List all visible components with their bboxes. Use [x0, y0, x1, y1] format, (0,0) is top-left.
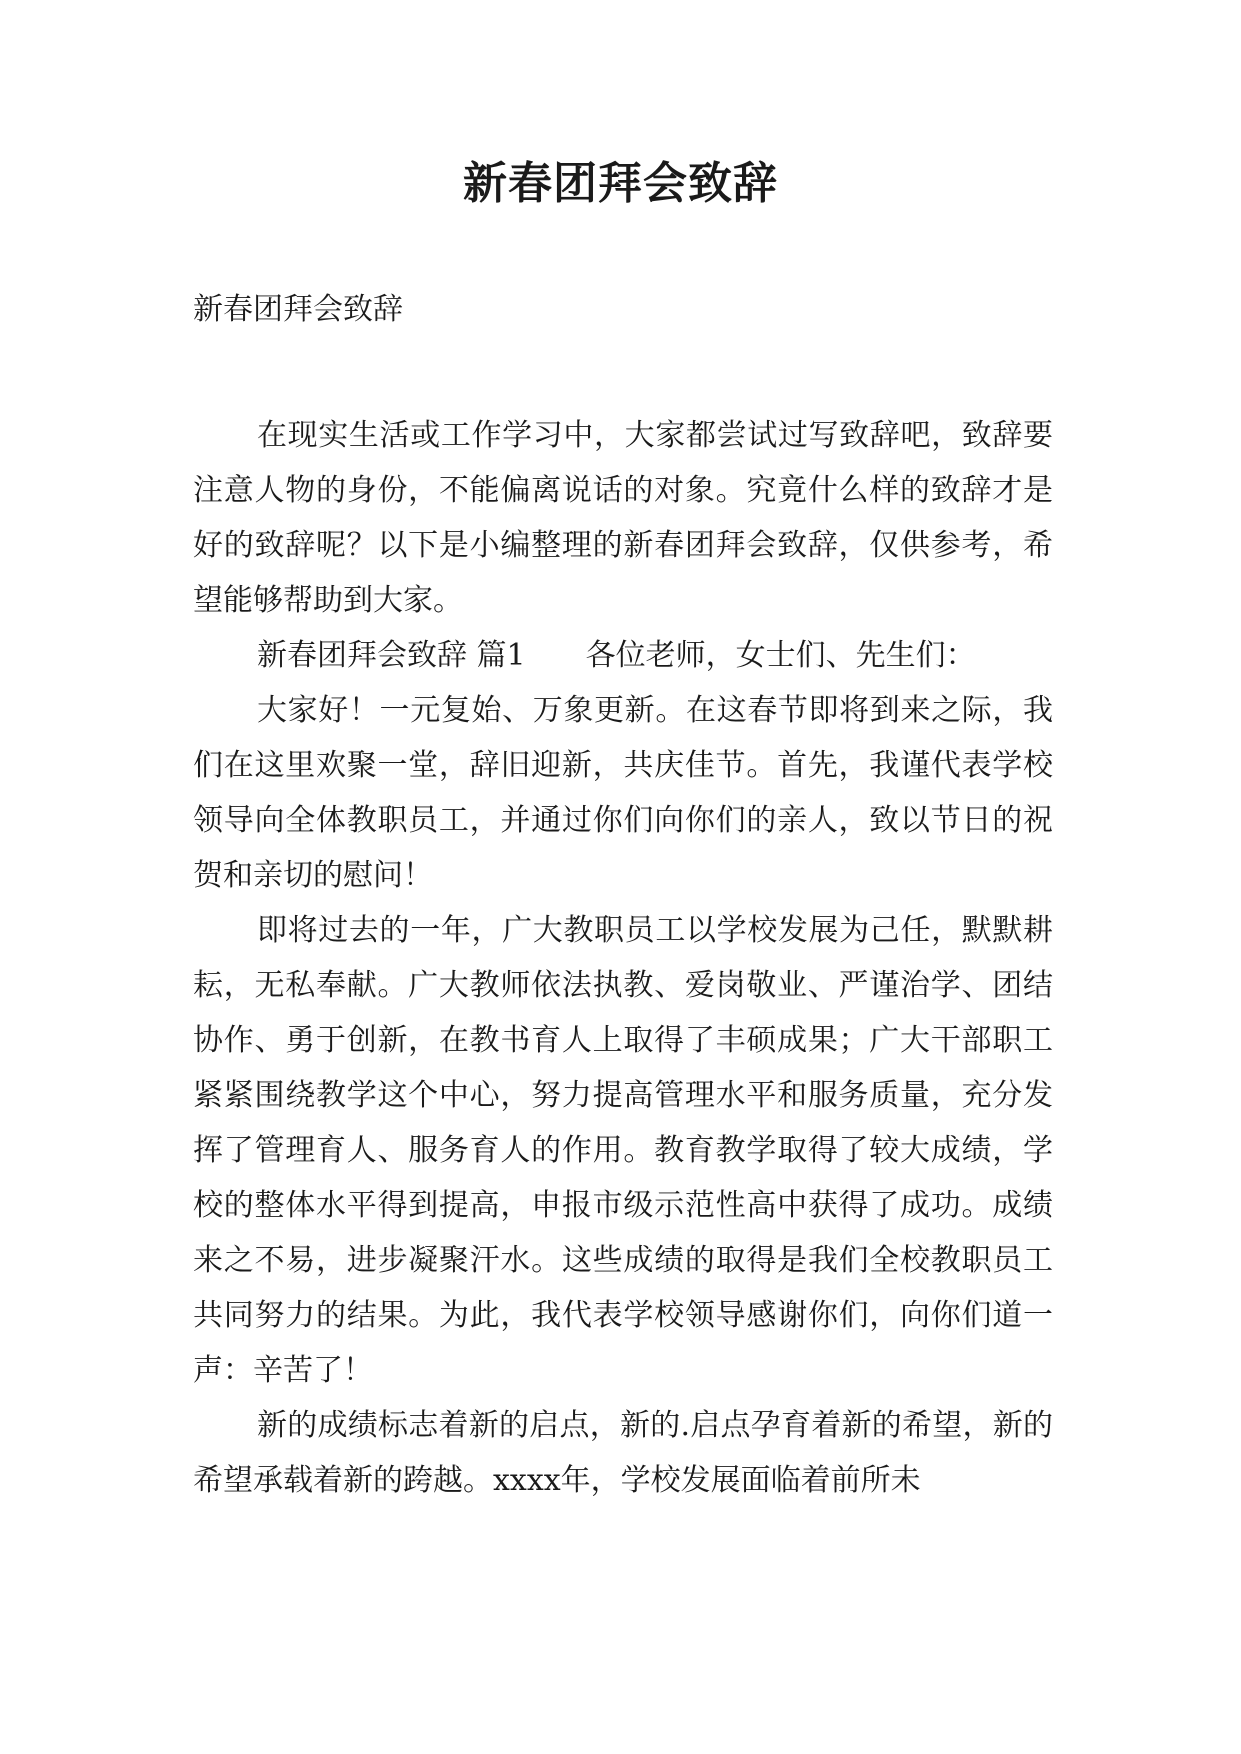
outlook-paragraph: 新的成绩标志着新的启点，新的.启点孕育着新的希望，新的希望承载着新的跨越。xxxx年，学校发展面临着前所未: [193, 1408, 1053, 1498]
document-title: 新春团拜会致辞: [463, 158, 778, 209]
greeting-paragraph: 大家好！一元复始、万象更新。在这春节即将到来之际，我们在这里欢聚一堂，辞旧迎新，共庆佳节。首先，我谨代表学校领导向全体教职员工，并通过你们向你们的亲人，致以节日的祝贺和亲切的慰问！: [193, 693, 1053, 893]
intro-paragraph: 在现实生活或工作学习中，大家都尝试过写致辞吧，致辞要注意人物的身份，不能偏离说话的对象。究竟什么样的致辞才是好的致辞呢？以下是小编整理的新春团拜会致辞，仅供参考，希望能够帮助到大家。: [193, 418, 1053, 618]
section-heading-line: 新春团拜会致辞 篇1 各位老师，女士们、先生们：: [257, 638, 976, 673]
document-body: [193, 408, 1053, 1508]
review-paragraph: 即将过去的一年，广大教职员工以学校发展为己任，默默耕耘，无私奉献。广大教师依法执教、爱岗敬业、严谨治学、团结协作、勇于创新，在教书育人上取得了丰硕成果；广大干部职工紧紧围绕教学这个中心，努力提高管理水平和服务质量，充分发挥了管理育人、服务育人的作用。教育教学取得了较大成绩，学校的整体水平得到提高，申报市级示范性高中获得了成功。成绩来之不易，进步凝聚汗水。这些成绩的取得是我们全校教职员工共同努力的结果。为此，我代表学校领导感谢你们，向你们道一声：辛苦了！: [193, 913, 1053, 1388]
document-subtitle: 新春团拜会致辞: [193, 292, 403, 327]
